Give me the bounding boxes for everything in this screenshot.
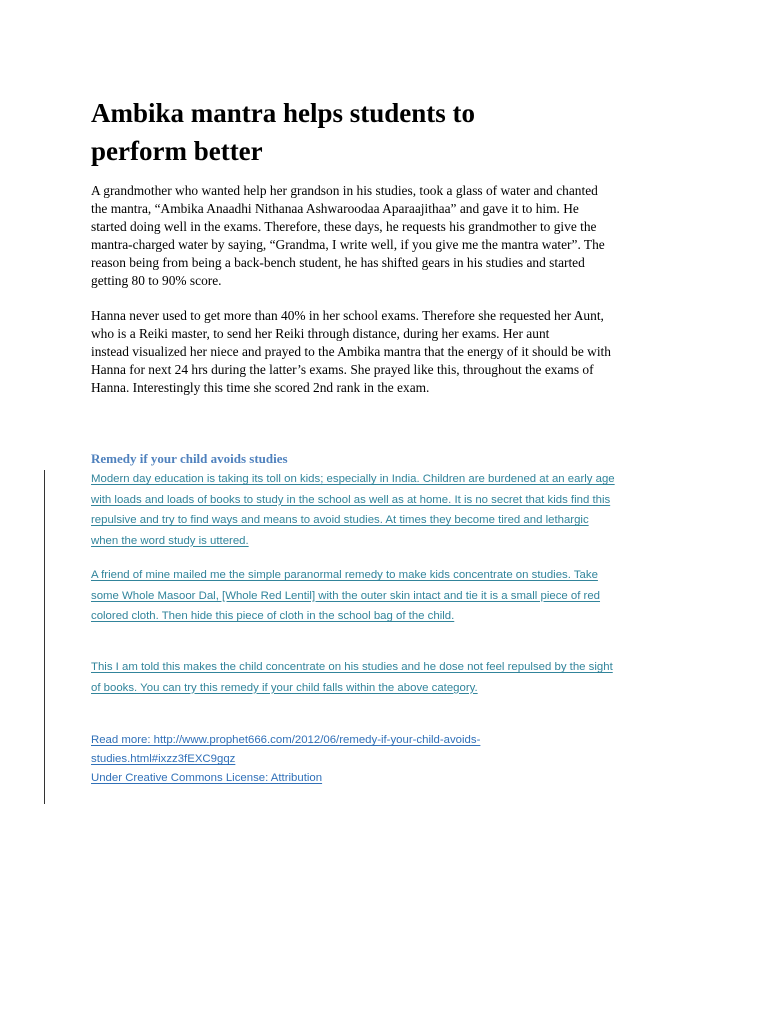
read-more-link[interactable]: studies.html#ixzz3fEXC9gqz [91, 753, 236, 765]
text-line: started doing well in the exams. Therefore, these days, he requests his grandmother to give the [91, 219, 597, 234]
text-line: getting 80 to 90% score. [91, 273, 222, 288]
link-line[interactable]: with loads and loads of books to study in the school as well as at home. It is no secret that kids find this [91, 493, 611, 506]
text-line: mantra-charged water by saying, “Grandma, I write well, if you give me the mantra water”. The [91, 237, 605, 252]
read-more-block[interactable] [91, 731, 480, 788]
link-line[interactable]: A friend of mine mailed me the simple paranormal remedy to make kids concentrate on studies. Take [91, 569, 598, 581]
paragraph-hanna-story [91, 307, 611, 397]
text-line: the mantra, “Ambika Anaadhi Nithanaa Ashwaroodaa Aparaajithaa” and gave it to him. He [91, 201, 579, 216]
read-more-link[interactable]: Read more: http://www.prophet666.com/2012/06/remedy-if-your-child-avoids- [91, 734, 481, 746]
text-line: reason being from being a back-bench student, he has shifted gears in his studies and started [91, 255, 585, 270]
link-line[interactable]: repulsive and try to find ways and means to avoid studies. At times they become tired and lethargic [91, 514, 589, 526]
margin-divider [44, 470, 45, 804]
license-link[interactable]: Under Creative Commons License: Attribution [91, 772, 323, 784]
remedy-paragraph-effect[interactable] [91, 657, 613, 698]
link-line[interactable]: colored cloth. Then hide this piece of cloth in the school bag of the child. [91, 610, 455, 622]
link-line[interactable]: when the word study is uttered. [91, 534, 249, 547]
text-line: instead visualized her niece and prayed to the Ambika mantra that the energy of it should be with [91, 344, 611, 359]
paragraph-grandmother-story [91, 182, 605, 290]
text-line: Hanna for next 24 hrs during the latter’s exams. She prayed like this, throughout the exams of [91, 362, 594, 377]
text-line: Hanna never used to get more than 40% in her school exams. Therefore she requested her Aunt, [91, 308, 604, 323]
text-line: who is a Reiki master, to send her Reiki through distance, during her exams. Her aunt [91, 326, 550, 341]
text-line: Hanna. Interestingly this time she scored 2nd rank in the exam. [91, 380, 430, 395]
article-title [91, 94, 651, 170]
text-line: A grandmother who wanted help her grandson in his studies, took a glass of water and chanted [91, 183, 598, 198]
remedy-heading: Remedy if your child avoids studies [91, 451, 288, 466]
link-line[interactable]: This I am told this makes the child concentrate on his studies and he dose not feel repulsed by the sight [91, 661, 613, 673]
link-line[interactable]: of books. You can try this remedy if your child falls within the above category. [91, 681, 478, 694]
title-line: Ambika mantra helps students to [91, 98, 476, 128]
remedy-paragraph-masoor-dal[interactable] [91, 565, 600, 627]
title-line: perform better [91, 136, 263, 166]
link-line[interactable]: Modern day education is taking its toll on kids; especially in India. Children are burdened at an early age [91, 473, 615, 485]
link-line[interactable]: some Whole Masoor Dal, [Whole Red Lentil] with the outer skin intact and tie it is a small piece of red [91, 589, 601, 602]
remedy-paragraph-education[interactable] [91, 469, 615, 551]
